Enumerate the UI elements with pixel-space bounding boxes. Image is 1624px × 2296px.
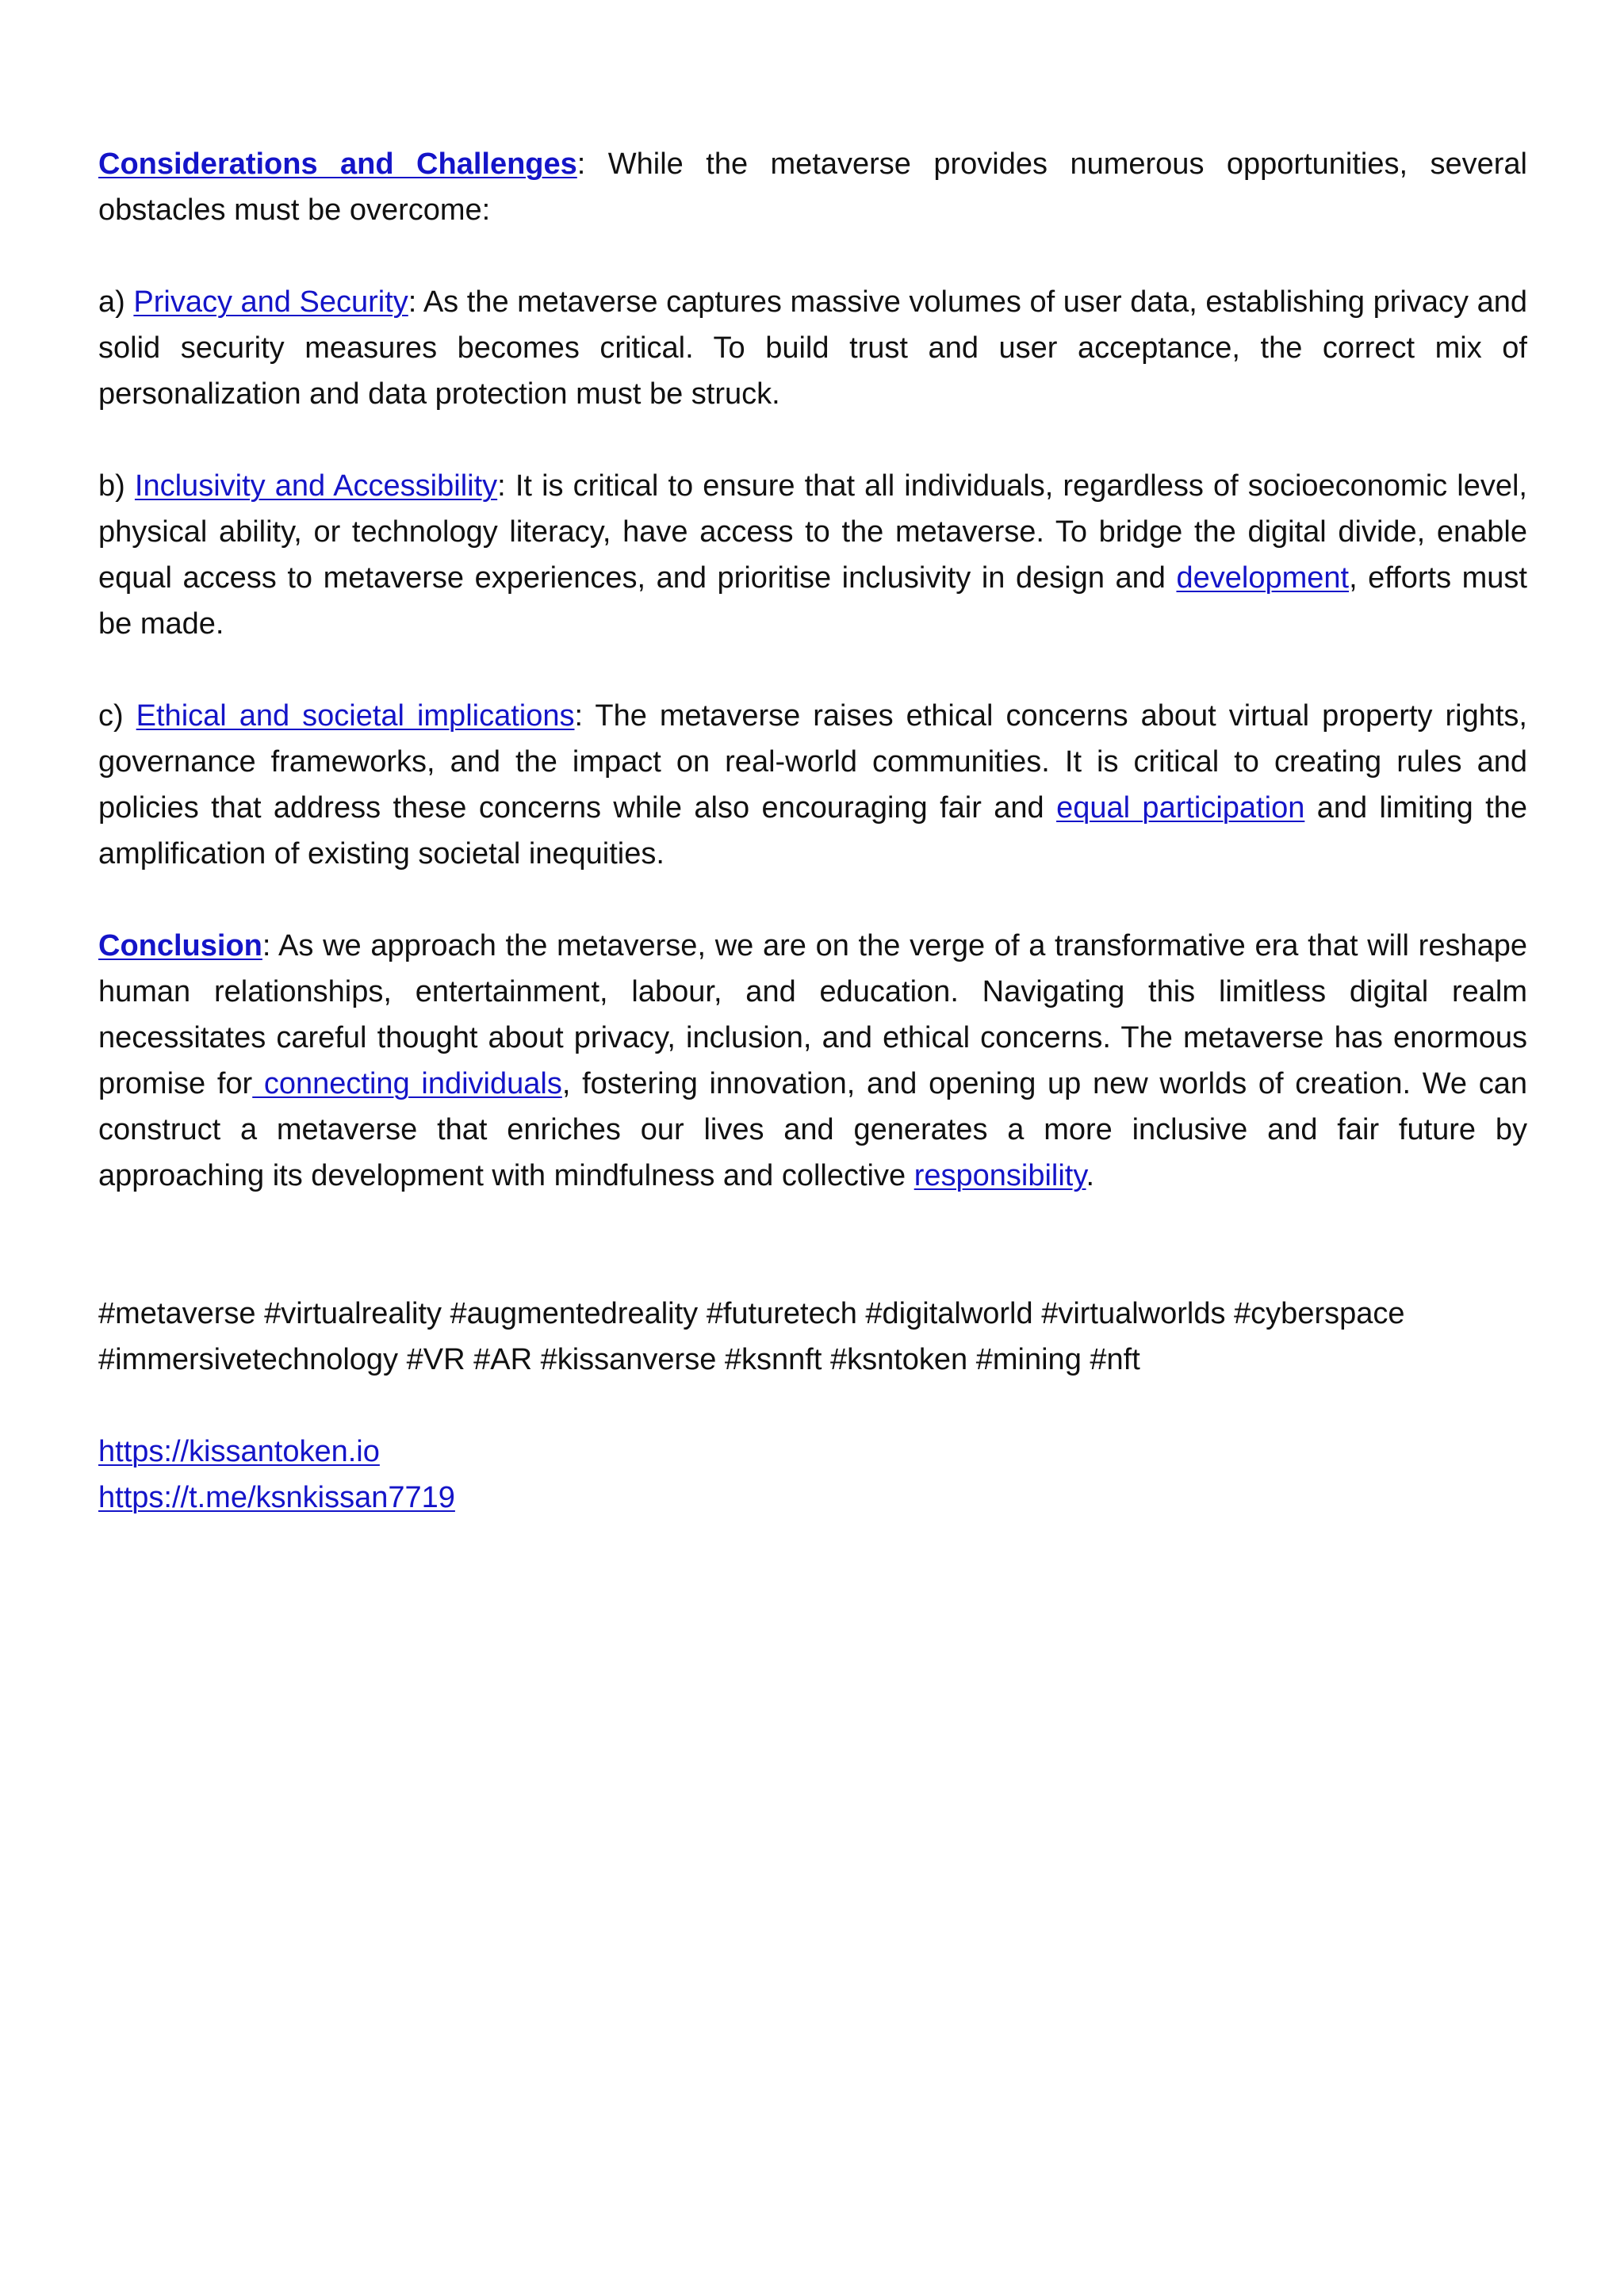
telegram-link[interactable]: https://t.me/ksnkissan7719 <box>98 1481 455 1514</box>
hashtags-paragraph: #metaverse #virtualreality #augmentedreality #futuretech #digitalworld #virtualworlds #cyberspace #immersivetechnology #VR #AR #kissanverse #ksnnft #ksntoken #mining #nft <box>98 1297 1405 1376</box>
item-b-text-1: : It is critical to ensure that all individuals, regardless of socioeconomic level, physical ability, or technology literacy, have access to the metaverse. To bridge the digital divide, enable equal access to metaverse experiences, and prioritise inclusivity in design and <box>98 469 1527 595</box>
connecting-individuals-link[interactable]: connecting individuals <box>252 1067 562 1100</box>
item-b-text-2: , efforts must be made. <box>98 561 1527 641</box>
conclusion-paragraph <box>98 923 1527 1199</box>
challenges-text: : While the metaverse provides numerous opportunities, several obstacles must be overcome: <box>98 147 1527 227</box>
item-c-prefix: c) <box>98 699 136 733</box>
conclusion-text-2: , fostering innovation, and opening up new worlds of creation. We can construct a metaverse that enriches our lives and generates a more inclusive and fair future by approaching its development with mindfulness and collective <box>98 1067 1527 1192</box>
document-page <box>98 141 1527 1521</box>
equal-participation-link[interactable]: equal participation <box>1056 791 1305 825</box>
challenges-heading-link[interactable]: Considerations and Challenges <box>98 147 577 181</box>
blank-space <box>98 1245 1527 1291</box>
ethical-paragraph <box>98 693 1527 877</box>
item-c-text-1: : The metaverse raises ethical concerns about virtual property rights, governance frameworks, and the impact on real-world communities. It is critical to creating rules and policies that address these concerns while also encouraging fair and <box>98 699 1527 825</box>
ethical-implications-link[interactable]: Ethical and societal implications <box>136 699 575 733</box>
item-c-text-2: and limiting the amplification of existing societal inequities. <box>98 791 1528 871</box>
challenges-paragraph <box>98 141 1527 233</box>
item-a-prefix: a) <box>98 285 134 319</box>
links-block <box>98 1429 1527 1521</box>
conclusion-heading-link[interactable]: Conclusion <box>98 929 262 962</box>
responsibility-link[interactable]: responsibility <box>914 1159 1086 1192</box>
privacy-security-link[interactable]: Privacy and Security <box>133 285 408 319</box>
conclusion-text-3: . <box>1086 1159 1095 1192</box>
development-link[interactable]: development <box>1176 561 1350 595</box>
item-b-prefix: b) <box>98 469 135 503</box>
conclusion-text-1: : As we approach the metaverse, we are on the verge of a transformative era that will reshape human relationships, entertainment, labour, and education. Navigating this limitless digital realm necessitates careful thought about privacy, inclusion, and ethical concerns. The metaverse has enormous promise for <box>98 929 1527 1100</box>
privacy-security-paragraph <box>98 279 1527 417</box>
website-link[interactable]: https://kissantoken.io <box>98 1435 380 1468</box>
inclusivity-accessibility-link[interactable]: Inclusivity and Accessibility <box>134 469 498 503</box>
item-a-text: : As the metaverse captures massive volumes of user data, establishing privacy and solid security measures becomes critical. To build trust and user acceptance, the correct mix of personalization and data protection must be struck. <box>98 285 1527 411</box>
inclusivity-paragraph <box>98 463 1527 647</box>
